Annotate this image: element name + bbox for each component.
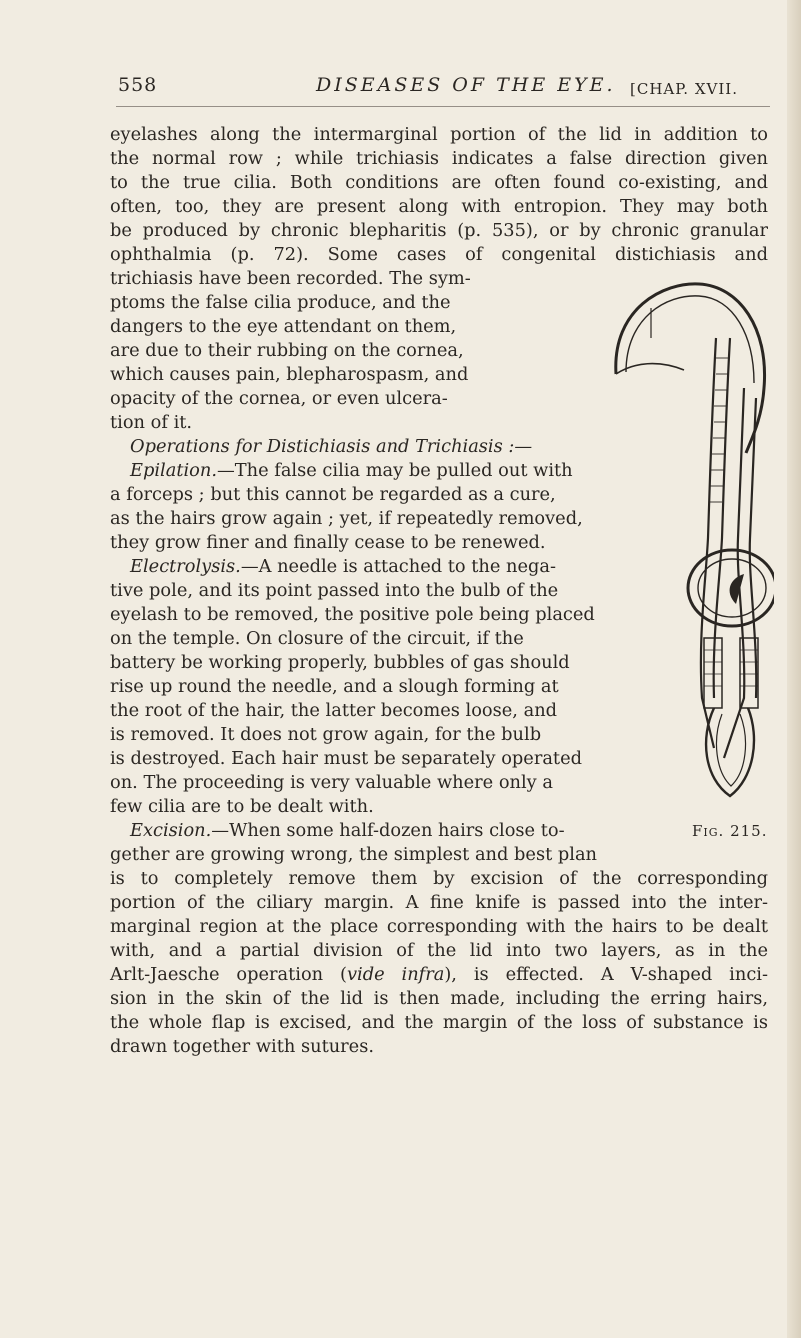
figure-caption: Fig. 215. — [692, 822, 768, 840]
text-span: ), is effected. A V-shaped inci- — [444, 964, 768, 985]
text-line: tion of it. — [110, 412, 193, 433]
text-span: —The false cilia may be pulled out with — [216, 460, 573, 481]
text-line: sion in the skin of the lid is then made, including the erring hairs, — [110, 988, 768, 1009]
text-line: with, and a partial division of the lid into two layers, as in the — [110, 940, 768, 961]
text-line: the whole flap is excised, and the margin of the loss of substance is — [110, 1012, 768, 1033]
text-line: opacity of the cornea, or even ulcera- — [110, 388, 448, 409]
text-line: which causes pain, blepharospasm, and — [110, 364, 469, 385]
text-line: few cilia are to be dealt with. — [110, 796, 374, 817]
section-heading: Operations for Distichiasis and Trichiasis :— — [130, 436, 533, 457]
text-line: portion of the ciliary margin. A fine knife is passed into the inter- — [110, 892, 768, 913]
text-span-italic: vide infra — [346, 964, 445, 985]
text-line: they grow finer and finally cease to be renewed. — [110, 532, 546, 553]
text-line: on the temple. On closure of the circuit, if the — [110, 628, 524, 649]
subheading-epilation: Epilation. — [130, 460, 217, 481]
subheading-excision: Excision. — [130, 820, 212, 841]
text-line: ophthalmia (p. 72). Some cases of congenital distichiasis and — [110, 244, 768, 265]
text-line: eyelashes along the intermarginal portion of the lid in addition to — [110, 124, 768, 145]
text-line: gether are growing wrong, the simplest and best plan — [110, 844, 597, 865]
text-span: Arlt-Jaesche operation ( — [110, 964, 347, 985]
text-line: is removed. It does not grow again, for the bulb — [110, 724, 542, 745]
running-title: DISEASES OF THE EYE. — [316, 74, 616, 96]
page-number: 558 — [118, 74, 158, 96]
text-line: to the true cilia. Both conditions are often found co-existing, and — [110, 172, 768, 193]
text-line — [130, 555, 556, 579]
text-line: drawn together with sutures. — [110, 1036, 374, 1057]
text-line: battery be working properly, bubbles of gas should — [110, 652, 570, 673]
text-line — [130, 459, 573, 483]
text-line — [110, 963, 768, 987]
text-line: the normal row ; while trichiasis indicates a false direction given — [110, 148, 768, 169]
text-line: ptoms the false cilia produce, and the — [110, 292, 451, 313]
text-line: on. The proceeding is very valuable where only a — [110, 772, 553, 793]
text-line: dangers to the eye attendant on them, — [110, 316, 457, 337]
chapter-label: [CHAP. XVII. — [630, 80, 738, 98]
text-line: tive pole, and its point passed into the bulb of the — [110, 580, 559, 601]
text-line: trichiasis have been recorded. The sym- — [110, 268, 471, 289]
text-line: as the hairs grow again ; yet, if repeatedly removed, — [110, 508, 583, 529]
epilation-forceps-illustration — [604, 278, 774, 808]
text-span: —When some half-dozen hairs close to- — [211, 820, 565, 841]
subheading-electrolysis: Electrolysis. — [130, 556, 241, 577]
text-line: the root of the hair, the latter becomes loose, and — [110, 700, 558, 721]
text-span: —A needle is attached to the nega- — [240, 556, 557, 577]
text-line: be produced by chronic blepharitis (p. 535), or by chronic granular — [110, 220, 768, 241]
text-line — [130, 819, 565, 843]
text-line: is destroyed. Each hair must be separately operated — [110, 748, 582, 769]
text-line: marginal region at the place corresponding with the hairs to be dealt — [110, 916, 768, 937]
text-line: eyelash to be removed, the positive pole being placed — [110, 604, 595, 625]
text-line: a forceps ; but this cannot be regarded as a cure, — [110, 484, 556, 505]
text-line: is to completely remove them by excision of the corresponding — [110, 868, 768, 889]
text-line: are due to their rubbing on the cornea, — [110, 340, 464, 361]
text-line: often, too, they are present along with entropion. They may both — [110, 196, 768, 217]
text-line: rise up round the needle, and a slough forming at — [110, 676, 559, 697]
